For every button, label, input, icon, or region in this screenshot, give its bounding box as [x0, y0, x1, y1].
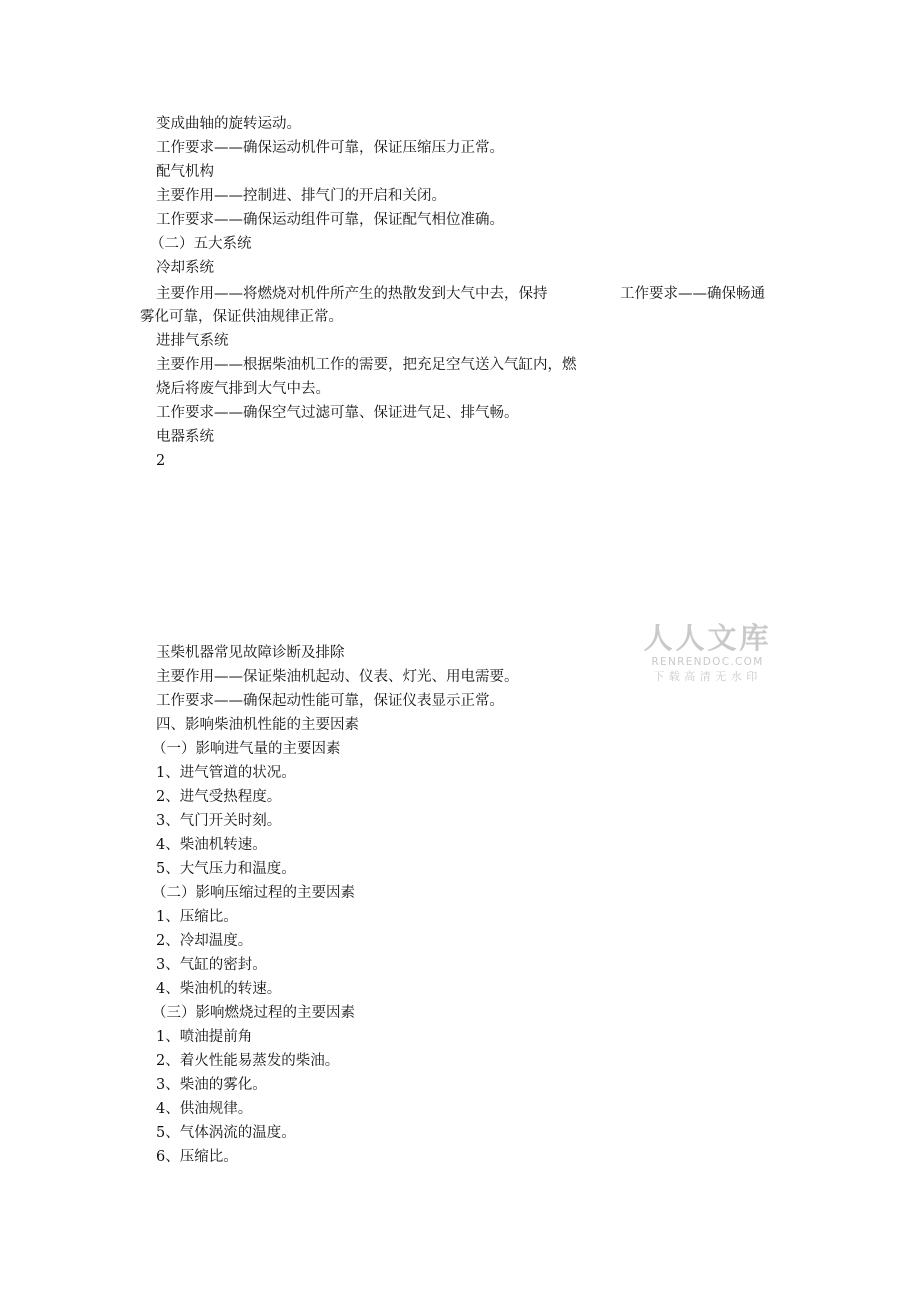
- list-item: 3、气门开关时刻。: [156, 813, 282, 829]
- section-heading: 配气机构: [156, 164, 214, 180]
- page-header-title: 玉柴机器常见故障诊断及排除: [156, 645, 345, 661]
- section-heading: （三）影响燃烧过程的主要因素: [152, 1005, 355, 1021]
- list-item: 4、供油规律。: [156, 1101, 253, 1117]
- list-item: 4、柴油机的转速。: [156, 981, 282, 997]
- text-line: 雾化可靠，保证供油规律正常。: [140, 309, 343, 325]
- list-item: 1、进气管道的状况。: [156, 765, 296, 781]
- text-line: 工作要求——确保空气过滤可靠、保证进气足、排气畅。: [156, 405, 519, 421]
- text-line: 工作要求——确保畅通: [620, 286, 765, 302]
- section-heading: 进排气系统: [156, 333, 229, 349]
- section-heading: （二）影响压缩过程的主要因素: [152, 885, 355, 901]
- section-heading: （一）影响进气量的主要因素: [152, 741, 341, 757]
- text-line: 主要作用——根据柴油机工作的需要，把充足空气送入气缸内，燃: [156, 357, 577, 373]
- text-line: 主要作用——将燃烧对机件所产生的热散发到大气中去，保持: [156, 286, 548, 302]
- text-line: 烧后将废气排到大气中去。: [156, 381, 330, 397]
- page-number: 2: [156, 453, 166, 469]
- list-item: 5、气体涡流的温度。: [156, 1125, 296, 1141]
- list-item: 1、喷油提前角: [156, 1029, 253, 1045]
- list-item: 3、柴油的雾化。: [156, 1077, 267, 1093]
- list-item: 6、压缩比。: [156, 1149, 238, 1165]
- section-heading: 冷却系统: [156, 260, 214, 276]
- section-heading: 电器系统: [156, 429, 214, 445]
- text-line: 主要作用——保证柴油机起动、仪表、灯光、用电需要。: [156, 669, 519, 685]
- watermark-title: 人人文库: [643, 621, 772, 655]
- list-item: 5、大气压力和温度。: [156, 861, 296, 877]
- list-item: 2、着火性能易蒸发的柴油。: [156, 1053, 340, 1069]
- list-item: 1、压缩比。: [156, 909, 238, 925]
- watermark-domain: RENRENDOC.COM: [651, 656, 764, 668]
- text-line: 工作要求——确保运动机件可靠，保证压缩压力正常。: [156, 140, 504, 156]
- text-line: 主要作用——控制进、排气门的开启和关闭。: [156, 188, 446, 204]
- text-line: 工作要求——确保起动性能可靠，保证仪表显示正常。: [156, 693, 504, 709]
- watermark-tagline: 下载高清无水印: [653, 670, 762, 683]
- list-item: 2、冷却温度。: [156, 933, 253, 949]
- text-line: 变成曲轴的旋转运动。: [156, 116, 301, 132]
- section-heading: （二）五大系统: [150, 236, 252, 252]
- list-item: 3、气缸的密封。: [156, 957, 267, 973]
- section-heading: 四、影响柴油机性能的主要因素: [156, 717, 359, 733]
- list-item: 2、进气受热程度。: [156, 789, 282, 805]
- watermark-logo: [640, 621, 775, 685]
- text-line: 工作要求——确保运动组件可靠，保证配气相位准确。: [156, 212, 504, 228]
- list-item: 4、柴油机转速。: [156, 837, 267, 853]
